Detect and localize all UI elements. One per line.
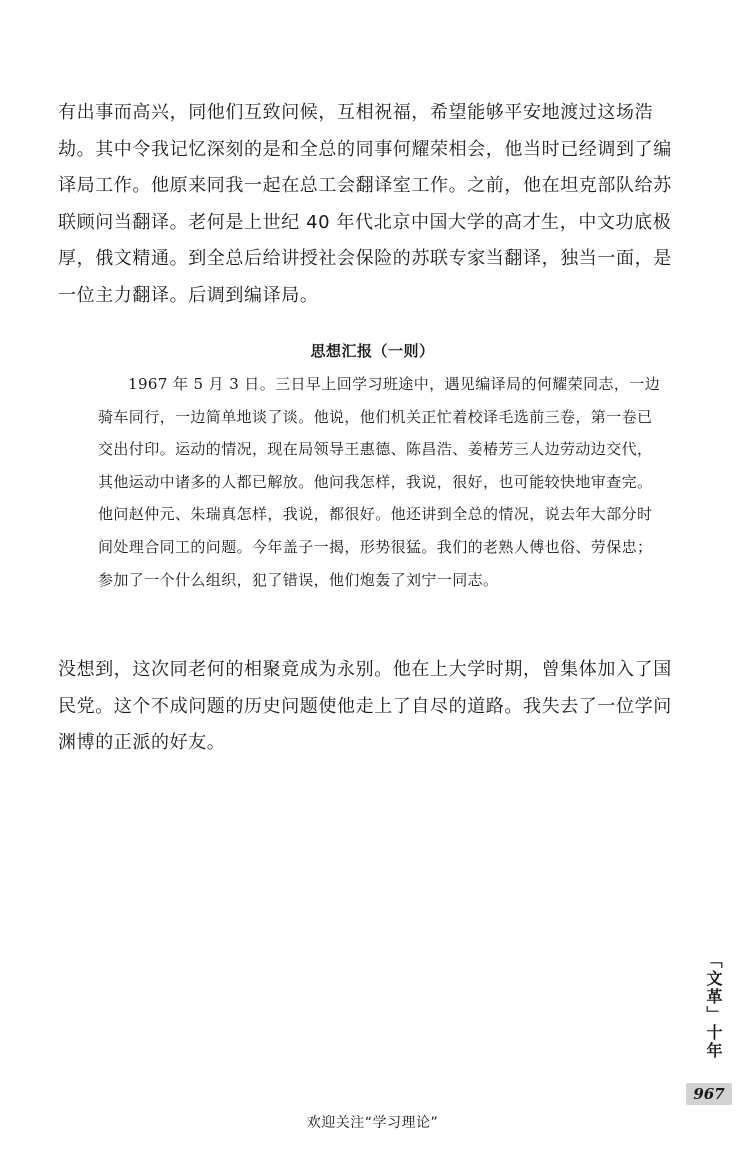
side-running-title: 「文革」十年 [704,952,723,1060]
body-paragraph-2: 没想到，这次同老何的相聚竟成为永别。他在上大学时期，曾集体加入了国民党。这个不成问题的历史问题使他走上了自尽的道路。我失去了一位学问渊博的正派的好友。 [58,659,672,753]
footer-text: 欢迎关注“学习理论” [306,1115,439,1131]
report-title: 思想汇报（一则） [310,342,435,360]
report-body: 1967 年 5 月 3 日。三日早上回学习班途中，遇见编译局的何耀荣同志，一边骑车同行，一边简单地谈了谈。他说，他们机关正忙着校译毛选前三卷，第一卷已交出付印。运动的情况，现在局领导王惠德、陈昌浩、姜椿芳三人边劳动边交代，其他运动中诸多的人都已解放。他问我怎样，我说，很好，也可能较快地审查完。他问赵仲元、朱瑞真怎样，我说，都很好。他还讲到全总的情况，说去年大部分时间处理合同工的问题。今年盖子一揭，形势很猛。我们的老熟人傅也俗、劳保忠；参加了一个什么组织，犯了错误，他们炮轰了刘宁一同志。 [98,375,661,589]
page-number: 967 [686,1083,732,1105]
body-paragraph-1: 有出事而高兴，同他们互致问候，互相祝福，希望能够平安地渡过这场浩劫。其中令我记忆深刻的是和全总的同事何耀荣相会，他当时已经调到了编译局工作。他原来同我一起在总工会翻译室工作。之前，他在坦克部队给苏联顾问当翻译。老何是上世纪 40 年代北京中国大学的高才生，中文功底极厚，俄文精通。到全总后给讲授社会保险的苏联专家当翻译，独当一面，是一位主力翻译。后调到编译局。 [58,102,672,306]
